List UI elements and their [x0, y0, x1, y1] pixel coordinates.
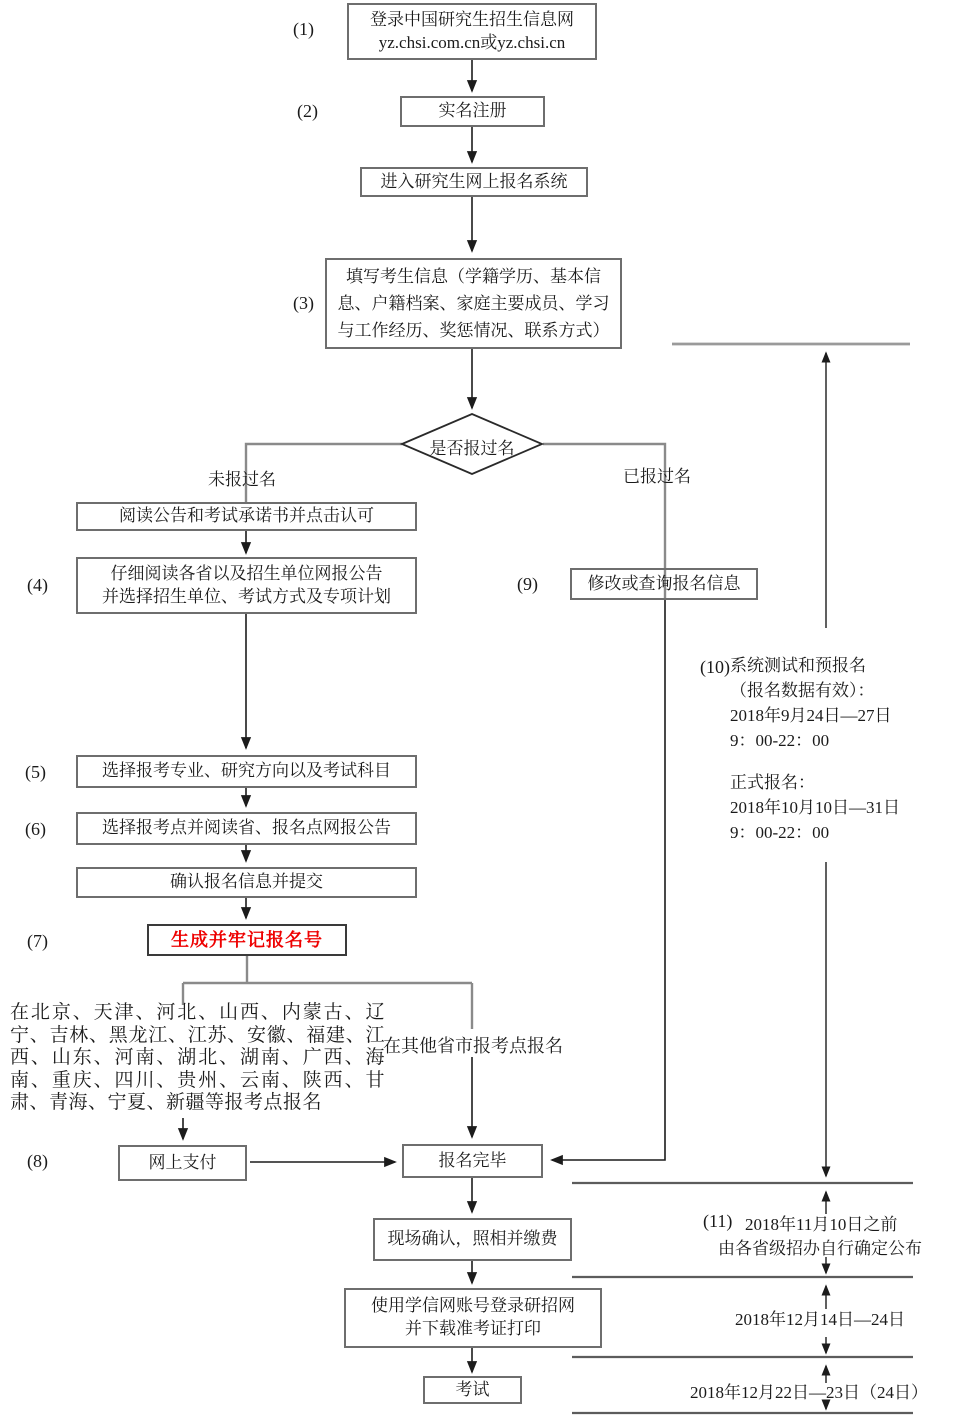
node-modify-query — [570, 568, 758, 600]
node-fill-info — [325, 258, 622, 349]
annotation-test-period — [730, 653, 892, 753]
node-enter-system-label: 进入研究生网上报名系统 — [380, 171, 568, 191]
node-fill-info-l3: 与工作经历、奖惩情况、联系方式） — [337, 321, 610, 340]
step-label-11: (11) — [703, 1211, 733, 1231]
node-download-ticket-l2: 并下载准考证打印 — [405, 1319, 541, 1338]
node-fill-info-l2: 息、户籍档案、家庭主要成员、学习 — [337, 294, 610, 313]
node-read-notice — [76, 502, 417, 531]
step-label-7: (7) — [27, 931, 48, 951]
node-login — [347, 3, 597, 60]
step-label-9: (9) — [517, 574, 538, 594]
node-finish — [402, 1144, 543, 1178]
node-download-ticket — [344, 1288, 602, 1348]
annotation-test-period-l4: 9：00-22：00 — [730, 731, 830, 750]
step-label-4: (4) — [27, 575, 48, 595]
node-register — [400, 96, 545, 127]
step-label-6: (6) — [25, 819, 46, 839]
node-generate-id — [147, 924, 347, 956]
node-login-line1: 登录中国研究生招生信息网 — [370, 9, 574, 29]
other-province-text: 在其他省市报考点报名 — [383, 1036, 563, 1056]
branch-no-label: 未报过名 — [208, 470, 276, 489]
node-exam-label: 考试 — [455, 1379, 490, 1399]
node-confirm-submit — [76, 867, 417, 898]
step-label-2: (2) — [297, 101, 318, 121]
node-read-province-notice — [76, 557, 417, 614]
node-online-pay — [118, 1145, 247, 1181]
node-register-label: 实名注册 — [438, 101, 507, 121]
node-confirm-submit-label: 确认报名信息并提交 — [170, 872, 323, 892]
step-label-1: (1) — [293, 19, 314, 39]
annotation-test-period-l3: 2018年9月24日—27日 — [730, 706, 892, 725]
step-label-3: (3) — [293, 293, 314, 313]
node-choose-site — [76, 812, 417, 845]
annotation-formal-period-l3: 9：00-22：00 — [730, 823, 830, 842]
node-generate-id-label: 生成并牢记报名号 — [171, 929, 323, 950]
node-exam — [423, 1376, 522, 1404]
node-read-notice-label: 阅读公告和考试承诺书并点击认可 — [119, 506, 374, 526]
province-list-text: 在北京、天津、河北、山西、内蒙古、辽宁、吉林、黑龙江、江苏、安徽、福建、江西、山东、河南、湖北、湖南、广西、海南、重庆、四川、贵州、云南、陕西、甘肃、青海、宁夏、新疆等报考点报名 — [10, 1002, 385, 1113]
node-read-province-l1: 仔细阅读各省以及招生单位网报公告 — [110, 563, 383, 583]
annotation-confirm-period-l1: 2018年11月10日之前 — [745, 1215, 898, 1234]
node-onsite-confirm-label: 现场确认，照相并缴费 — [387, 1229, 558, 1249]
node-choose-major-label: 选择报考专业、研究方向以及考试科目 — [102, 761, 391, 781]
annotation-test-period-l1: 系统测试和预报名 — [730, 656, 866, 675]
node-finish-label: 报名完毕 — [438, 1150, 507, 1170]
decision-label: 是否报过名 — [429, 439, 515, 458]
node-login-line2: yz.chsi.com.cn或yz.chsi.cn — [378, 32, 566, 52]
step-label-8: (8) — [27, 1151, 48, 1171]
annotation-formal-period — [730, 770, 900, 845]
node-onsite-confirm — [373, 1218, 572, 1261]
node-enter-system — [360, 167, 588, 197]
node-modify-query-label: 修改或查询报名信息 — [587, 573, 741, 593]
annotation-test-period-l2: （报名数据有效）： — [730, 681, 875, 700]
step-label-10: (10) — [700, 657, 730, 677]
node-choose-major — [76, 755, 417, 788]
node-read-province-l2: 并选择招生单位、考试方式及专项计划 — [102, 586, 391, 606]
node-choose-site-label: 选择报考点并阅读省、报名点网报公告 — [102, 818, 391, 838]
annotation-formal-period-l1: 正式报名： — [730, 773, 815, 792]
annotation-confirm-period-l2: 由各省级招办自行确定公布 — [718, 1239, 922, 1258]
node-download-ticket-l1: 使用学信网账号登录研招网 — [371, 1296, 575, 1316]
branch-yes-label: 已报过名 — [623, 467, 691, 486]
step-label-5: (5) — [25, 762, 46, 782]
node-online-pay-label: 网上支付 — [148, 1152, 217, 1172]
annotation-formal-period-l2: 2018年10月10日—31日 — [730, 798, 900, 817]
annotation-exam-period: 2018年12月22日—23日（24日） — [690, 1383, 928, 1402]
annotation-ticket-period: 2018年12月14日—24日 — [735, 1310, 905, 1329]
node-fill-info-l1: 填写考生信息（学籍学历、基本信 — [346, 267, 601, 286]
